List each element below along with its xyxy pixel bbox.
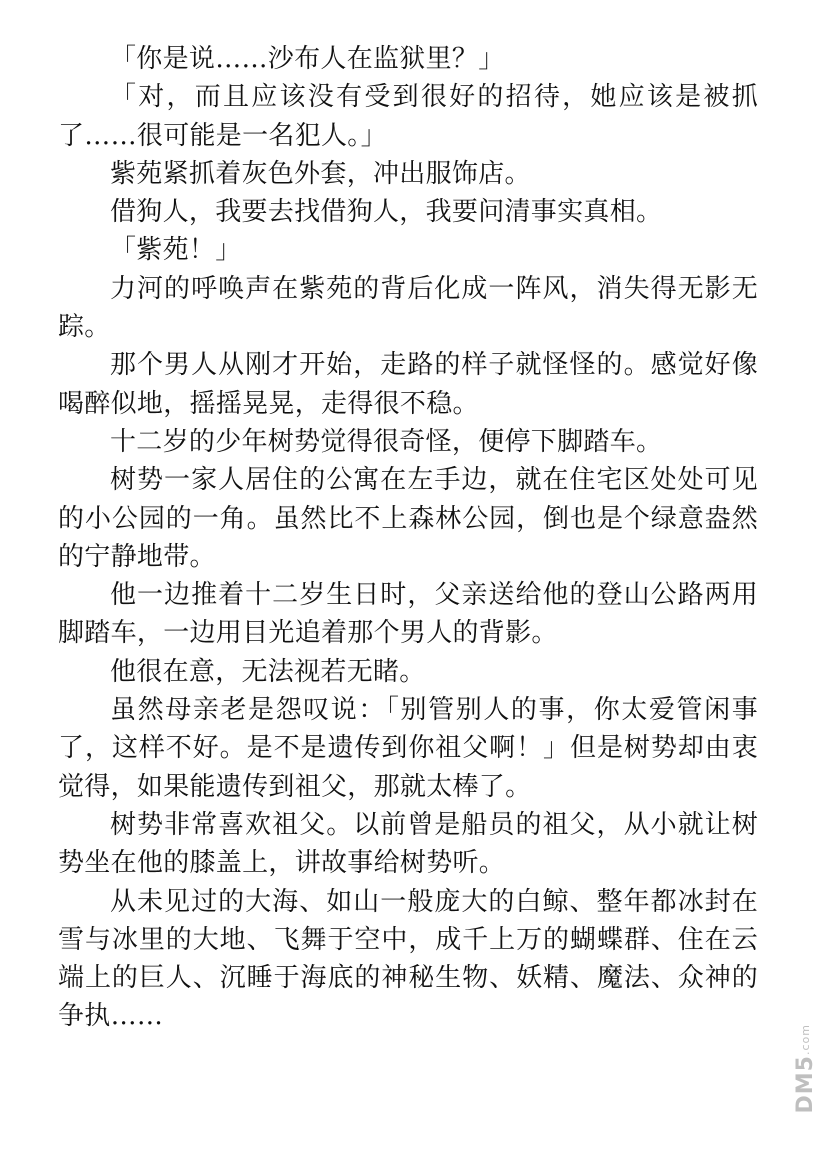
- watermark-brand: DM5: [792, 1055, 818, 1114]
- paragraph: 借狗人，我要去找借狗人，我要问清事实真相。: [110, 197, 663, 228]
- paragraph: 「对，而且应该没有受到很好的招待，她应该是被抓了……很可能是一名犯人。」: [58, 82, 758, 151]
- watermark-suffix: .com: [798, 1024, 812, 1056]
- paragraph: 十二岁的少年树势觉得很奇怪，便停下脚踏车。: [110, 426, 663, 457]
- paragraph: 他一边推着十二岁生日时，父亲送给他的登山公路两用脚踏车，一边用目光追着那个男人的背影。: [58, 580, 758, 649]
- paragraph: 从未见过的大海、如山一般庞大的白鲸、整年都冰封在雪与冰里的大地、飞舞于空中，成千上万的蝴蝶群、住在云端上的巨人、沉睡于海底的神秘生物、妖精、魔法、众神的争执……: [58, 886, 758, 1032]
- document-page: [58, 40, 758, 1036]
- paragraph: 树势一家人居住的公寓在左手边，就在住宅区处处可见的小公园的一角。虽然比不上森林公园，倒也是个绿意盎然的宁静地带。: [58, 465, 758, 572]
- paragraph: 那个男人从刚才开始，走路的样子就怪怪的。感觉好像喝醉似地，摇摇晃晃，走得很不稳。: [58, 350, 758, 419]
- paragraph: 虽然母亲老是怨叹说：「别管别人的事，你太爱管闲事了，这样不好。是不是遗传到你祖父啊！」但是树势却由衷觉得，如果能遗传到祖父，那就太棒了。: [58, 695, 758, 802]
- paragraph: 紫苑紧抓着灰色外套，冲出服饰店。: [110, 158, 531, 189]
- paragraph: 力河的呼唤声在紫苑的背后化成一阵风，消失得无影无踪。: [58, 273, 758, 343]
- paragraph: 他很在意，无法视若无睹。: [110, 656, 426, 687]
- paragraph: 「紫苑！」: [110, 235, 242, 266]
- paragraph: 树势非常喜欢祖父。以前曾是船员的祖父，从小就让树势坐在他的膝盖上，讲故事给树势听。: [58, 809, 758, 879]
- site-watermark: [790, 1009, 820, 1129]
- paragraph: 「你是说……沙布人在监狱里？」: [110, 44, 505, 74]
- watermark-logo: [793, 1024, 818, 1113]
